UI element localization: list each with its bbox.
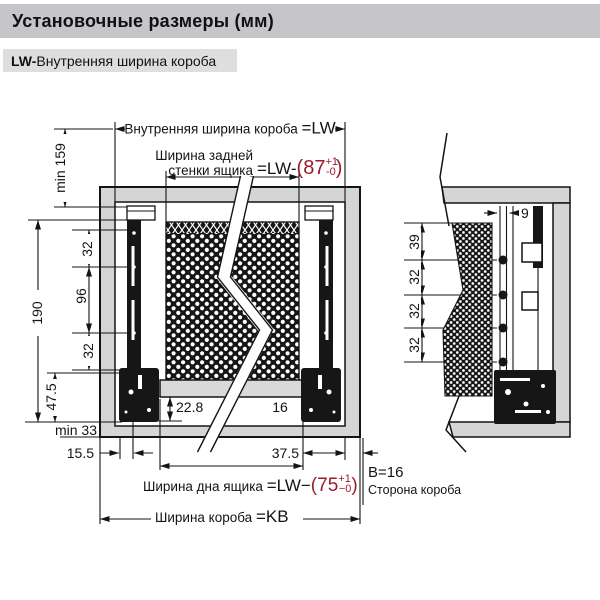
dim-back-wall-label-1: Ширина задней (155, 148, 253, 163)
dim-body-width-label: Ширина короба =KB (155, 507, 289, 526)
dim-inner-width-label: Внутренняя ширина короба =LW (124, 118, 336, 138)
dim-9: 9 (521, 205, 529, 221)
dim-min-159: min 159 (52, 143, 68, 193)
system-hole (499, 291, 508, 300)
section-cut-line-top (440, 133, 449, 226)
dim-32-bottom: 32 (80, 343, 96, 359)
dim-32-b: 32 (406, 303, 422, 319)
dim-back-wall-formula: $=LW-(87^{+1}$ -0) (257, 156, 343, 179)
corner-bracket-right (301, 368, 341, 422)
system-hole (499, 256, 508, 265)
detail-view (404, 133, 570, 452)
rail-hook-lower (522, 292, 538, 310)
dim-15-5: 15.5 (66, 445, 94, 461)
page-title: Установочные размеры (мм) (12, 10, 274, 31)
rail-hook-upper (522, 243, 542, 262)
subtitle-text: Внутренняя ширина короба (36, 52, 217, 69)
dim-47-5: 47.5 (43, 383, 59, 411)
note-b16: B=16 (368, 464, 404, 481)
system-hole (499, 358, 508, 367)
dim-39: 39 (406, 234, 422, 250)
dim-96: 96 (73, 288, 89, 304)
drawer-side-profile-right (305, 206, 333, 220)
detail-slide-hardware (494, 370, 556, 424)
system-hole (499, 324, 508, 333)
dim-32-a: 32 (406, 269, 422, 285)
detail-cabinet-top (442, 187, 570, 203)
dim-32-c: 32 (406, 337, 422, 353)
dim-bottom-width-formula: Ширина дна ящика $=LW-(75^{+1} -0)$ (143, 473, 358, 496)
dim-back-wall-label-2: стенки ящика (168, 163, 253, 178)
dim-22-8: 22.8 (176, 399, 204, 415)
dim-190: 190 (29, 301, 45, 325)
dim-min-33: min 33 (54, 422, 97, 438)
dim-32-top: 32 (79, 241, 95, 257)
corner-bracket-left (119, 368, 159, 422)
detail-cabinet-bottom (449, 422, 570, 437)
dim-37-5: 37.5 (271, 445, 299, 461)
detail-back-panel (443, 223, 492, 396)
note-b16-label: Сторона короба (368, 483, 462, 497)
drawer-side-profile-left (127, 206, 155, 220)
dim-16: 16 (272, 399, 288, 415)
subtitle-code: LW- (11, 52, 37, 69)
